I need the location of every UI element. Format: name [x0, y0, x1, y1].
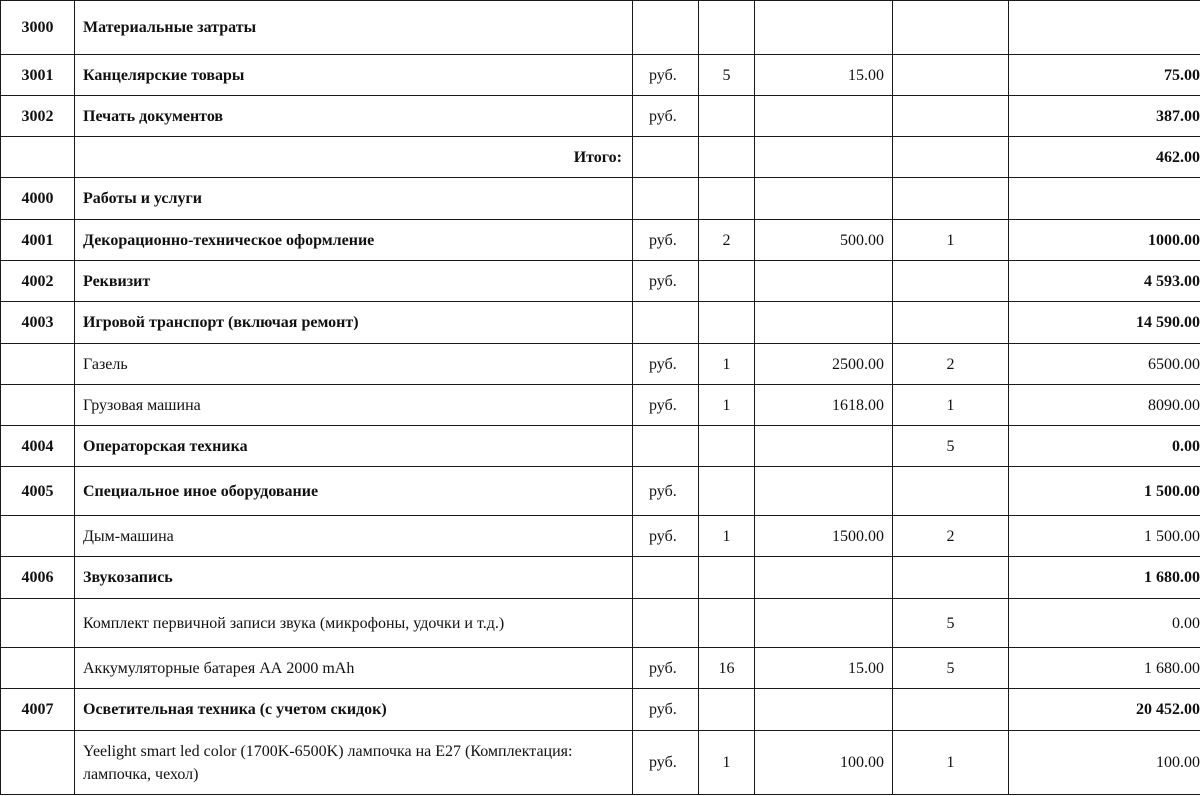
item-quantity [699, 467, 755, 516]
item-price: 1500.00 [755, 516, 893, 557]
item-name: Дым-машина [75, 516, 633, 557]
table-row [1, 467, 1200, 516]
table-row [1, 516, 1200, 557]
item-price [755, 1, 893, 55]
item-name: Печать документов [75, 96, 633, 137]
item-code [1, 137, 75, 178]
item-quantity: 5 [699, 55, 755, 96]
table-row [1, 137, 1200, 178]
item-name: Операторская техника [75, 426, 633, 467]
item-days: 2 [893, 344, 1009, 385]
item-unit: руб. [633, 55, 699, 96]
item-code: 4003 [1, 302, 75, 344]
item-quantity: 16 [699, 648, 755, 689]
item-days [893, 302, 1009, 344]
item-days [893, 557, 1009, 599]
item-quantity [699, 96, 755, 137]
item-sum [1009, 1, 1200, 55]
item-days [893, 96, 1009, 137]
item-days: 1 [893, 385, 1009, 426]
item-price [755, 96, 893, 137]
table-row [1, 648, 1200, 689]
item-sum: 1 680.00 [1009, 557, 1200, 599]
item-days: 1 [893, 220, 1009, 261]
item-sum: 75.00 [1009, 55, 1200, 96]
item-sum: 0.00 [1009, 599, 1200, 648]
item-quantity: 1 [699, 385, 755, 426]
item-code [1, 648, 75, 689]
item-days [893, 467, 1009, 516]
table-row [1, 599, 1200, 648]
item-price: 100.00 [755, 731, 893, 795]
item-quantity [699, 261, 755, 302]
item-sum: 14 590.00 [1009, 302, 1200, 344]
item-days: 5 [893, 648, 1009, 689]
item-name: Игровой транспорт (включая ремонт) [75, 302, 633, 344]
item-name: Специальное иное оборудование [75, 467, 633, 516]
item-code: 4006 [1, 557, 75, 599]
item-code [1, 599, 75, 648]
budget-table-body [1, 1, 1200, 795]
table-row [1, 1, 1200, 55]
item-unit: руб. [633, 96, 699, 137]
item-name: Реквизит [75, 261, 633, 302]
item-sum: 1 680.00 [1009, 648, 1200, 689]
item-sum: 8090.00 [1009, 385, 1200, 426]
item-days [893, 178, 1009, 220]
item-price: 15.00 [755, 648, 893, 689]
item-code: 4002 [1, 261, 75, 302]
item-code: 3000 [1, 1, 75, 55]
item-unit: руб. [633, 731, 699, 795]
item-unit [633, 426, 699, 467]
item-quantity [699, 557, 755, 599]
table-row [1, 261, 1200, 302]
item-code: 4007 [1, 689, 75, 731]
item-sum: 4 593.00 [1009, 261, 1200, 302]
item-price [755, 557, 893, 599]
item-unit [633, 178, 699, 220]
item-unit: руб. [633, 344, 699, 385]
item-price: 2500.00 [755, 344, 893, 385]
table-row [1, 178, 1200, 220]
item-code [1, 344, 75, 385]
item-name: Комплект первичной записи звука (микрофоны, удочки и т.д.) [75, 599, 633, 648]
table-row [1, 55, 1200, 96]
item-name: Осветительная техника (с учетом скидок) [75, 689, 633, 731]
item-quantity: 1 [699, 731, 755, 795]
item-quantity [699, 599, 755, 648]
item-name: Материальные затраты [75, 1, 633, 55]
item-price [755, 426, 893, 467]
item-sum: 1000.00 [1009, 220, 1200, 261]
item-code: 4001 [1, 220, 75, 261]
item-sum: 1 500.00 [1009, 467, 1200, 516]
item-quantity: 1 [699, 344, 755, 385]
item-sum [1009, 178, 1200, 220]
item-name: Газель [75, 344, 633, 385]
item-sum: 462.00 [1009, 137, 1200, 178]
table-row [1, 426, 1200, 467]
item-unit: руб. [633, 220, 699, 261]
item-quantity [699, 689, 755, 731]
item-sum: 100.00 [1009, 731, 1200, 795]
item-unit: руб. [633, 261, 699, 302]
item-unit: руб. [633, 467, 699, 516]
item-price [755, 599, 893, 648]
item-days: 1 [893, 731, 1009, 795]
item-days [893, 689, 1009, 731]
table-row [1, 385, 1200, 426]
table-row [1, 689, 1200, 731]
item-unit [633, 137, 699, 178]
item-unit: руб. [633, 648, 699, 689]
table-row [1, 302, 1200, 344]
item-days [893, 137, 1009, 178]
item-code [1, 385, 75, 426]
total-label: Итого: [75, 137, 633, 178]
item-days: 5 [893, 599, 1009, 648]
item-quantity [699, 137, 755, 178]
item-quantity [699, 178, 755, 220]
item-price [755, 467, 893, 516]
item-quantity [699, 1, 755, 55]
item-name: Звукозапись [75, 557, 633, 599]
item-code: 3002 [1, 96, 75, 137]
item-days: 2 [893, 516, 1009, 557]
item-price [755, 178, 893, 220]
item-unit [633, 599, 699, 648]
item-unit: руб. [633, 516, 699, 557]
item-name: Работы и услуги [75, 178, 633, 220]
item-price [755, 302, 893, 344]
item-quantity: 2 [699, 220, 755, 261]
item-code: 4004 [1, 426, 75, 467]
item-sum: 6500.00 [1009, 344, 1200, 385]
item-days: 5 [893, 426, 1009, 467]
item-sum: 387.00 [1009, 96, 1200, 137]
table-row [1, 557, 1200, 599]
item-unit: руб. [633, 689, 699, 731]
item-unit [633, 1, 699, 55]
item-unit: руб. [633, 385, 699, 426]
item-code [1, 516, 75, 557]
item-name: Канцелярские товары [75, 55, 633, 96]
item-sum: 1 500.00 [1009, 516, 1200, 557]
item-unit [633, 302, 699, 344]
item-days [893, 55, 1009, 96]
item-name: Грузовая машина [75, 385, 633, 426]
item-days [893, 261, 1009, 302]
item-sum: 20 452.00 [1009, 689, 1200, 731]
item-price [755, 689, 893, 731]
table-row [1, 344, 1200, 385]
item-code [1, 731, 75, 795]
item-name: Yeelight smart led color (1700K-6500K) лампочка на E27 (Комплектация: лампочка, чехол) [75, 731, 633, 795]
item-price [755, 137, 893, 178]
item-price: 15.00 [755, 55, 893, 96]
item-price [755, 261, 893, 302]
item-days [893, 1, 1009, 55]
item-code: 3001 [1, 55, 75, 96]
item-price: 1618.00 [755, 385, 893, 426]
item-quantity [699, 426, 755, 467]
item-quantity [699, 302, 755, 344]
item-unit [633, 557, 699, 599]
item-code: 4000 [1, 178, 75, 220]
item-quantity: 1 [699, 516, 755, 557]
item-code: 4005 [1, 467, 75, 516]
item-name: Декорационно-техническое оформление [75, 220, 633, 261]
item-price: 500.00 [755, 220, 893, 261]
table-row [1, 731, 1200, 795]
item-name: Аккумуляторные батарея АА 2000 mAh [75, 648, 633, 689]
table-row [1, 220, 1200, 261]
item-sum: 0.00 [1009, 426, 1200, 467]
table-row [1, 96, 1200, 137]
